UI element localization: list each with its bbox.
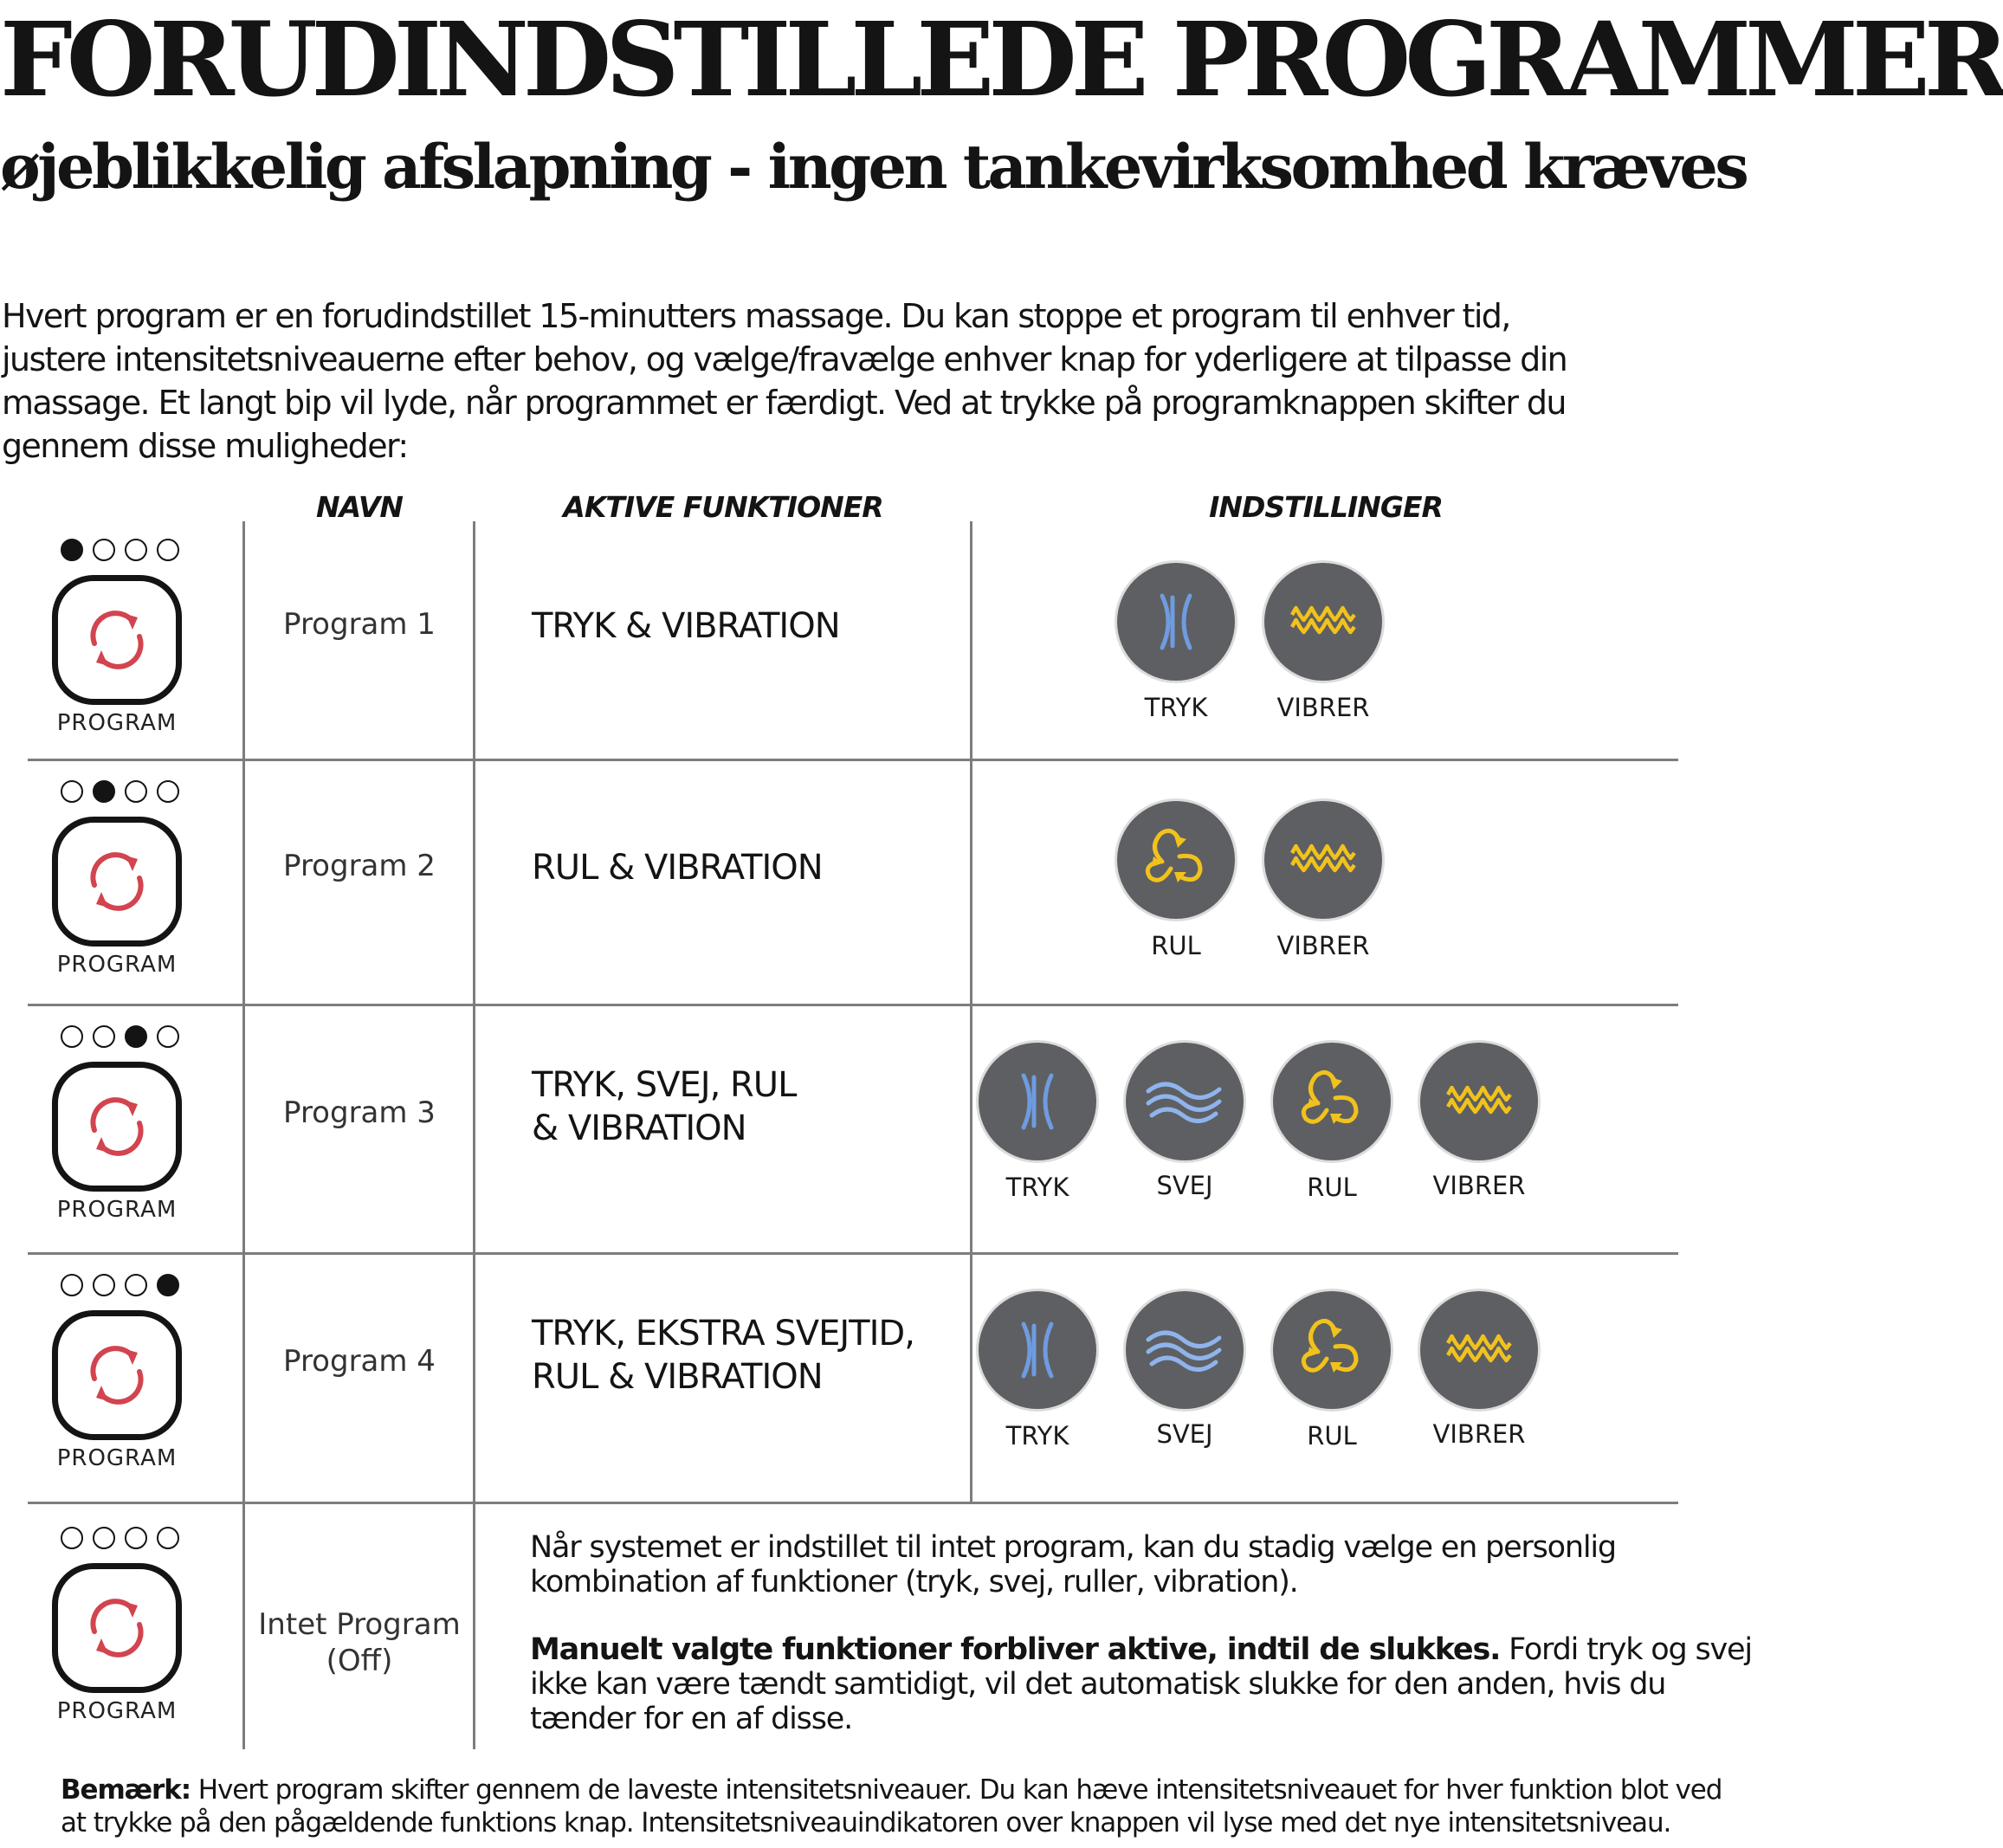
program-row [0, 759, 1685, 1005]
setting-button[interactable] [1126, 1043, 1244, 1160]
active-functions-line: & VIBRATION [532, 1108, 746, 1148]
sway-icon [1126, 1291, 1244, 1409]
intensity-dots [61, 1025, 182, 1050]
note-line [61, 1774, 1722, 1806]
program-cycle-icon [82, 1092, 152, 1161]
active-functions [532, 1063, 965, 1150]
setting-button[interactable] [1420, 1043, 1538, 1160]
setting-button[interactable] [1273, 1043, 1391, 1160]
off-text-line: Når systemet er indstillet til intet program, kan du stadig vælge en personlig [530, 1530, 1616, 1565]
setting-label: RUL [1151, 931, 1201, 960]
intensity-dot [61, 780, 83, 803]
intensity-dot [125, 1527, 147, 1549]
active-functions-line: TRYK, SVEJ, RUL [532, 1064, 797, 1105]
pressure-icon [979, 1043, 1096, 1160]
program-name-line: Program 2 [283, 848, 436, 883]
intensity-dot [157, 1025, 179, 1048]
setting-label: VIBRER [1276, 693, 1370, 722]
intensity-dot [125, 1274, 147, 1296]
intensity-dot [157, 780, 179, 803]
program-button-label: PROGRAM [56, 952, 178, 978]
vibrate-icon [1264, 563, 1382, 681]
setting-label: TRYK [1144, 693, 1208, 722]
active-functions-line: RUL & VIBRATION [532, 847, 823, 888]
program-button[interactable] [52, 1062, 182, 1192]
program-button[interactable] [52, 575, 182, 705]
note [61, 1774, 1722, 1839]
note-line: at trykke på den pågældende funktions knap. Intensitetsniveauindikatoren over knappen vil lyse med det nye intensitetsniveau. [61, 1807, 1671, 1838]
off-text-bold: Manuelt valgte funktioner forbliver aktive, indtil de slukkes. [530, 1632, 1501, 1667]
intensity-dot [61, 1274, 83, 1296]
program-button[interactable] [52, 817, 182, 947]
program-name-line: (Off) [326, 1644, 393, 1678]
active-functions [532, 1312, 965, 1399]
setting-label: TRYK [1005, 1421, 1069, 1451]
program-name-line: Program 4 [283, 1344, 436, 1379]
off-text-line: kombination af funktioner (tryk, svej, ruller, vibration). [530, 1565, 1298, 1599]
program-button-label: PROGRAM [56, 1197, 178, 1223]
intro-line: Hvert program er en forudindstillet 15-minutters massage. Du kan stoppe et program til enhver tid, [2, 297, 1510, 335]
vibrate-icon [1420, 1291, 1538, 1409]
program-cycle-icon [82, 605, 152, 675]
program-name [244, 1095, 475, 1131]
setting-button[interactable] [1126, 1291, 1244, 1409]
program-name-line: Program 3 [283, 1095, 436, 1130]
off-text-line [530, 1632, 1752, 1667]
intensity-dot [125, 1025, 147, 1048]
intensity-dot [93, 1527, 115, 1549]
intensity-dot [125, 539, 147, 561]
off-text-after-bold: Fordi tryk og svej [1500, 1632, 1752, 1667]
program-cycle-icon [82, 1341, 152, 1410]
intensity-dot [61, 1025, 83, 1048]
note-label: Bemærk: [61, 1774, 191, 1806]
program-name [244, 1343, 475, 1380]
setting-button[interactable] [1117, 801, 1235, 919]
active-functions-line: TRYK & VIBRATION [532, 605, 840, 646]
setting-label: VIBRER [1432, 1419, 1526, 1449]
setting-button[interactable] [979, 1043, 1096, 1160]
program-button-label: PROGRAM [56, 1698, 178, 1724]
program-button-label: PROGRAM [56, 710, 178, 736]
program-name-line: Intet Program [258, 1607, 461, 1642]
column-header-settings: INDSTILLINGER [1209, 490, 1443, 524]
intensity-dot [93, 780, 115, 803]
column-header-functions: AKTIVE FUNKTIONER [563, 490, 883, 524]
intensity-dots [61, 1527, 182, 1551]
vibrate-icon [1420, 1043, 1538, 1160]
setting-label: RUL [1307, 1173, 1357, 1202]
setting-label: VIBRER [1276, 931, 1370, 960]
vibrate-icon [1264, 801, 1382, 919]
program-name [244, 606, 475, 643]
setting-button[interactable] [1420, 1291, 1538, 1409]
intensity-dot [93, 1274, 115, 1296]
program-name [244, 848, 475, 884]
intensity-dot [61, 1527, 83, 1549]
intro-line: gennem disse muligheder: [2, 427, 408, 465]
roll-icon [1117, 801, 1235, 919]
setting-button[interactable] [1264, 801, 1382, 919]
setting-label: SVEJ [1156, 1419, 1213, 1449]
column-header-name: NAVN [315, 490, 404, 524]
program-row [0, 521, 1685, 759]
intensity-dot [93, 1025, 115, 1048]
pressure-icon [1117, 563, 1235, 681]
sway-icon [1126, 1043, 1244, 1160]
program-button[interactable] [52, 1310, 182, 1440]
off-program-description [530, 1530, 1752, 1736]
roll-icon [1273, 1043, 1391, 1160]
setting-button[interactable] [1117, 563, 1235, 681]
off-text-line: tænder for en af disse. [530, 1702, 852, 1736]
setting-label: VIBRER [1432, 1171, 1526, 1200]
intensity-dot [157, 1274, 179, 1296]
program-cycle-icon [82, 1593, 152, 1663]
program-button[interactable] [52, 1563, 182, 1693]
program-row [0, 1005, 1685, 1253]
setting-label: SVEJ [1156, 1171, 1213, 1200]
off-text-line: ikke kan være tændt samtidigt, vil det automatisk slukke for den anden, hvis du [530, 1667, 1666, 1702]
intro-paragraph [2, 294, 1673, 468]
program-name-line: Program 1 [283, 606, 436, 642]
intensity-dots [61, 539, 182, 563]
intensity-dot [157, 539, 179, 561]
page-title: FORUDINDSTILLEDE PROGRAMMER [0, 0, 2003, 120]
setting-label: TRYK [1005, 1173, 1069, 1202]
program-name [244, 1606, 475, 1679]
intensity-dots [61, 1274, 182, 1298]
intensity-dot [125, 780, 147, 803]
roll-icon [1273, 1291, 1391, 1409]
intensity-dot [93, 539, 115, 561]
setting-label: RUL [1307, 1421, 1357, 1451]
intro-line: justere intensitetsniveauerne efter behov, og vælge/fravælge enhver knap for yderligere at tilpasse din [2, 340, 1567, 378]
setting-button[interactable] [1264, 563, 1382, 681]
note-text: Hvert program skifter gennem de laveste intensitetsniveauer. Du kan hæve intensitetsniveauet for hver funktion blot ved [191, 1774, 1722, 1806]
intensity-dot [157, 1527, 179, 1549]
active-functions-line: RUL & VIBRATION [532, 1357, 823, 1397]
active-functions [532, 604, 965, 648]
program-cycle-icon [82, 847, 152, 916]
program-row [0, 1253, 1685, 1502]
page-subtitle: øjeblikkelig afslapning - ingen tankevirksomhed kræves [0, 131, 1747, 203]
active-functions [532, 846, 965, 889]
intensity-dots [61, 780, 182, 804]
pressure-icon [979, 1291, 1096, 1409]
program-button-label: PROGRAM [56, 1445, 178, 1471]
setting-button[interactable] [1273, 1291, 1391, 1409]
intro-line: massage. Et langt bip vil lyde, når programmet er færdigt. Ved at trykke på programknappen skifter du [2, 384, 1566, 422]
setting-button[interactable] [979, 1291, 1096, 1409]
intensity-dot [61, 539, 83, 561]
active-functions-line: TRYK, EKSTRA SVEJTID, [532, 1314, 914, 1354]
